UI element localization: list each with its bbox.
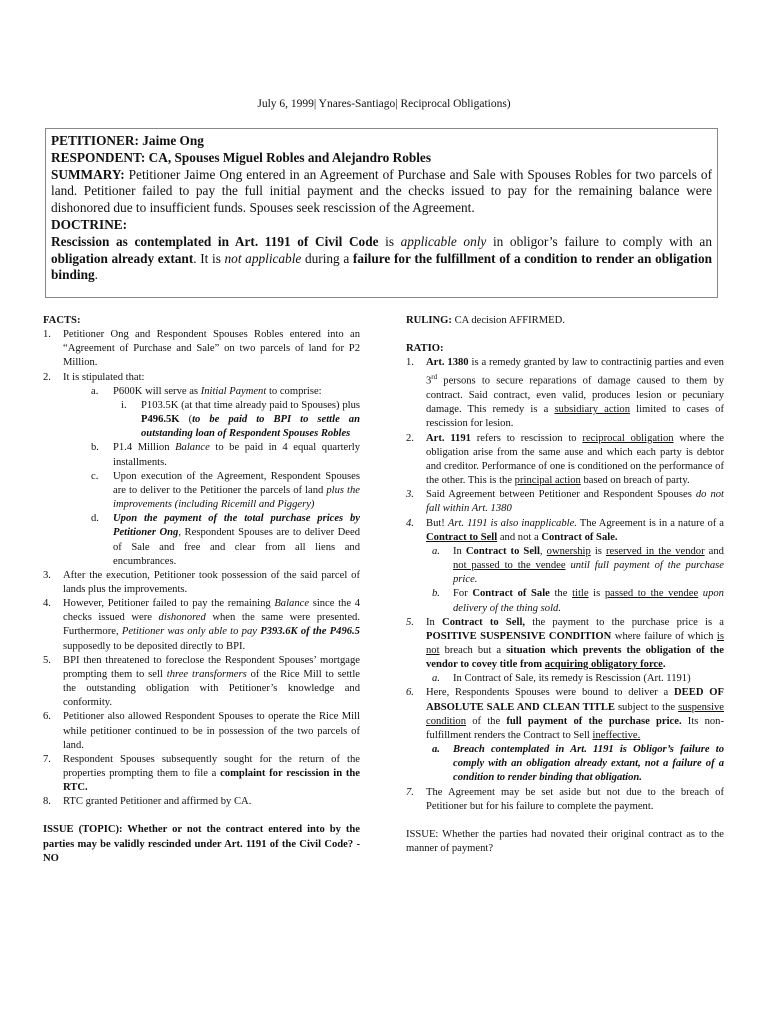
fact-item — [43, 654, 360, 711]
fact-text: However, Petitioner failed to pay the remaining — [63, 598, 275, 610]
facts-heading: FACTS: — [43, 315, 81, 326]
fact-text: Initial Payment — [200, 385, 267, 397]
ratio-item — [406, 616, 724, 673]
ratio-subnumber: a. — [432, 744, 440, 756]
issue-topic: ISSUE (TOPIC): Whether or not the contract entered into by the parties may be validly rescinded under Art. 1191 of the Civil Code? - NO — [43, 824, 360, 864]
fact-text: After the execution, Petitioner took possession of the said parcel of lands plus the improvements. — [63, 569, 360, 595]
ratio-text: passed to the vendee — [604, 588, 699, 600]
ratio-text: For — [453, 588, 473, 600]
case-header: July 6, 1999| Ynares-Santiago| Reciprocal Obligations) — [257, 98, 511, 110]
ratio-text: Contract to Sell — [465, 545, 540, 557]
fact-text: of the Rice Mill to settle the outstanding obligation with Petitioner’s knowledge and conformity. — [63, 668, 361, 709]
fact-subnumber: d. — [91, 513, 99, 525]
ratio-item — [406, 356, 724, 431]
fact-subnumber: c. — [91, 470, 99, 482]
ratio-text: Breach contemplated in Art. 1191 is Obligor’s failure to comply with an obligation already extant, not a failure of a condition to render binding that obligation. — [453, 744, 724, 784]
ratio-text: and not a — [497, 531, 542, 543]
ratio-text: Contract to Sell — [426, 531, 498, 543]
fact-item — [43, 753, 360, 795]
ratio-text: is a remedy granted by law to contractinig parties and even 3 — [426, 357, 724, 387]
ratio-text: where failure of which — [611, 630, 717, 642]
ratio-item — [406, 488, 724, 516]
summary-label: SUMMARY: — [51, 166, 125, 182]
ratio-text: In Contract of Sale, its remedy is Rescission (Art. 1191) — [453, 673, 691, 685]
fact-text: complaint for rescission in the RTC. — [63, 768, 360, 794]
fact-text: P496.5K — [141, 414, 180, 426]
fact-subsubitem — [43, 399, 360, 441]
summary-line — [51, 167, 712, 217]
ruling-label: RULING: — [406, 315, 452, 326]
doctrine-part: obligation already extant — [51, 250, 194, 266]
fact-text: Balance — [274, 598, 310, 610]
ratio-subitem — [406, 672, 724, 686]
ratio-subnumber: b. — [432, 588, 440, 600]
fact-item — [43, 569, 360, 597]
ratio-item — [406, 786, 724, 814]
ratio-text: Art. 1191 — [426, 432, 471, 444]
respondent-name: CA, Spouses Miguel Robles and Alejandro Robles — [148, 149, 432, 165]
fact-item — [43, 328, 360, 370]
fact-text: Petitioner also allowed Respondent Spouses to operate the Rice Mill while petitioner continued to be in possession of the two parcels of land. — [63, 711, 360, 751]
ratio-subitem — [406, 743, 724, 785]
fact-number: 1. — [43, 329, 51, 341]
ratio-text: full payment of the purchase price. — [506, 715, 682, 727]
ratio-text: not passed to the vendee — [453, 560, 566, 572]
ruling-line — [406, 314, 724, 328]
fact-text: ( — [179, 414, 193, 426]
ratio-text: until full payment of the purchase price. — [453, 560, 724, 586]
ratio-text: acquiring obligatory force — [544, 659, 663, 671]
ratio-text: Contract of Sale. — [541, 531, 618, 543]
ratio-text: based on breach of party. — [580, 475, 690, 487]
fact-text: BPI then threatened to foreclose the Respondent Spouses’ mortgage prompting them to sell — [63, 654, 360, 680]
fact-text: three transformers — [166, 668, 247, 680]
ratio-text: situation which prevents the obligation of the vendor to covey title from — [426, 644, 724, 671]
petitioner-line — [51, 133, 712, 150]
fact-number: 3. — [43, 569, 51, 581]
ratio-number: 7. — [406, 786, 414, 798]
ratio-text: upon delivery of the thing sold. — [453, 588, 724, 614]
ratio-text: In — [426, 616, 443, 628]
doctrine-part: during a — [301, 250, 353, 266]
ratio-text: , — [539, 545, 547, 557]
ratio-item — [406, 432, 724, 489]
ratio-text: reciprocal obligation — [582, 432, 674, 444]
fact-text: to comprise: — [266, 385, 322, 397]
ratio-text: is — [590, 545, 606, 557]
ratio-text: reserved in the vendor — [605, 545, 705, 557]
doctrine-part: . It is — [193, 250, 225, 266]
fact-text: Balance — [175, 442, 210, 454]
petitioner-label: PETITIONER: — [51, 133, 139, 148]
ratio-item — [406, 686, 724, 743]
fact-text: supposedly to be deposited directly to BPI. — [63, 640, 246, 652]
ratio-number: 4. — [406, 517, 414, 529]
fact-subnumber: a. — [91, 385, 99, 397]
fact-text: to be paid to BPI to settle an outstanding loan of Respondent Spouses Robles — [141, 414, 360, 440]
ratio-text: Art. 1191 is also inapplicable. — [447, 517, 577, 529]
fact-subitem — [43, 512, 360, 569]
spacer — [406, 328, 724, 342]
fact-number: 8. — [43, 796, 51, 808]
ratio-text: The Agreement is in a nature of a — [576, 517, 725, 529]
doctrine-label: DOCTRINE: — [51, 216, 128, 232]
fact-text: to be paid in 4 equal quarterly installments. — [113, 442, 361, 468]
fact-text: It is stipulated that: — [63, 371, 145, 383]
ratio-text: . — [662, 659, 666, 671]
ratio-heading: RATIO: — [406, 343, 444, 355]
summary-text: Petitioner Jaime Ong entered in an Agreement of Purchase and Sale with Spouses Robles for two parcels of land. Petitioner failed to pay the full initial payment and the checks issued to pay for the remaining balance were dishonored due to insufficient funds. Spouses seek rescission of the Agreement. — [51, 166, 712, 216]
spacer — [406, 814, 724, 828]
ratio-subitem — [406, 587, 724, 615]
doctrine-part: applicable only — [400, 233, 487, 249]
ratio-text: Said Agreement between Petitioner and Respondent Spouses — [426, 489, 696, 501]
ratio-subitem — [406, 545, 724, 587]
ratio-text: suspensive condition — [426, 701, 724, 727]
ratio-number: 2. — [406, 432, 414, 444]
fact-subitem — [43, 441, 360, 469]
ratio-text: subsidiary action — [554, 404, 631, 416]
doctrine-part: . — [94, 267, 98, 283]
fact-text: Upon execution of the Agreement, Respondent Spouses are to deliver to the Petitioner the parcels of land — [113, 470, 360, 496]
fact-text: Petitioner was only able to pay — [121, 626, 261, 638]
fact-text: plus the improvements (including Ricemill and Piggery) — [113, 484, 360, 511]
issue-novation: ISSUE: Whether the parties had novated their original contract as to the manner of payment? — [406, 828, 724, 854]
fact-item — [43, 795, 360, 809]
fact-subnumber: b. — [91, 442, 99, 454]
ruling-text: CA decision AFFIRMED. — [451, 315, 565, 326]
fact-text: Respondent Spouses subsequently sought for the return of the properties prompting them to file a — [63, 753, 360, 779]
ratio-subnumber: a. — [432, 545, 440, 557]
ratio-text: is not — [426, 630, 724, 656]
ratio-number: 1. — [406, 357, 414, 369]
doctrine-part: failure for the fulfillment of a condition to render an obligation binding — [51, 250, 712, 283]
ratio-text: is — [588, 588, 605, 600]
doctrine-part: in obligor’s failure to comply with an — [486, 233, 712, 249]
ratio-text: the payment to the purchase price is a — [525, 616, 724, 628]
ratio-item — [406, 517, 724, 545]
ratio-number: 5. — [406, 616, 414, 628]
fact-text: when the same were presented. Furthermore, — [63, 612, 361, 638]
ratio-number: 6. — [406, 687, 414, 699]
ratio-text: Here, Respondents Spouses were bound to deliver a — [426, 687, 675, 699]
ratio-subnumber: a. — [432, 673, 440, 685]
ratio-text: title — [572, 588, 589, 600]
fact-subitem — [43, 470, 360, 512]
fact-subnumber: i. — [121, 399, 127, 411]
ratio-number: 3. — [406, 489, 414, 501]
petitioner-name: Jaime Ong — [142, 133, 204, 148]
fact-number: 7. — [43, 753, 51, 765]
ratio-text: of the — [466, 715, 507, 727]
fact-text: , Respondent Spouses are to deliver Deed of Sale and free and clear from all liens and encumbrances. — [113, 527, 360, 567]
fact-item — [43, 371, 360, 385]
ratio-text: breach but a — [439, 644, 507, 656]
ratio-text: POSITIVE SUSPENSIVE CONDITION — [426, 630, 612, 642]
fact-number: 6. — [43, 711, 51, 723]
fact-number: 5. — [43, 654, 51, 666]
ratio-text: But! — [426, 517, 448, 529]
fact-text: dishonored — [158, 612, 206, 624]
fact-item — [43, 710, 360, 752]
ratio-text: ownership — [546, 545, 591, 557]
fact-text: Upon the payment of the total purchase prices by Petitioner Ong — [113, 513, 360, 539]
ratio-text: Contract of Sale — [472, 588, 550, 600]
ruling-column — [406, 314, 724, 856]
fact-text: since the 4 checks issued were — [63, 598, 360, 624]
ratio-text: and — [704, 545, 724, 557]
facts-column — [43, 314, 360, 866]
fact-text: P600K will serve as — [113, 385, 201, 397]
ratio-text: rd — [431, 373, 438, 382]
ratio-text: principal action — [514, 475, 581, 487]
fact-number: 4. — [43, 598, 51, 610]
ratio-text: do not fall within Art. 1380 — [426, 489, 724, 515]
doctrine-part: is — [378, 233, 401, 249]
fact-text: P393.6K of the P496.5 — [260, 626, 360, 638]
fact-number: 2. — [43, 371, 51, 383]
ratio-text: subject to the — [614, 701, 679, 713]
fact-text: Petitioner Ong and Respondent Spouses Robles entered into an “Agreement of Purchase and Sale” on two parcels of land for P2 Million. — [63, 329, 360, 369]
ratio-text: The Agreement may be set aside but not due to the breach of Petitioner but for his failure to complete the payment. — [426, 786, 724, 812]
ratio-text: persons to secure reparations of damage caused to them by contract. Said contract, even valid, produces lesion or pecuniary damage. This remedy is a — [426, 376, 724, 416]
ratio-text: Contract to Sell, — [442, 616, 526, 628]
fact-text: RTC granted Petitioner and affirmed by CA. — [63, 796, 252, 808]
fact-text: P1.4 Million — [113, 442, 176, 454]
ratio-text: refers to rescission to — [470, 432, 583, 444]
ratio-text: where the obligation arise from the same ause and which each party is debtor and creditor. Performance of one is conditioned on the performance of the other. This is the — [426, 432, 725, 487]
respondent-label: RESPONDENT: — [51, 149, 146, 165]
ratio-text: In — [453, 545, 466, 557]
ratio-text: DEED OF ABSOLUTE SALE AND CLEAN TITLE — [426, 687, 724, 713]
doctrine-part: Rescission as contemplated in Art. 1191 of Civil Code — [51, 233, 379, 249]
ratio-text: ineffective. — [592, 729, 641, 741]
doctrine-text — [51, 234, 712, 284]
fact-item — [43, 597, 360, 654]
ratio-text: Art. 1380 — [426, 357, 469, 369]
fact-text: P103.5K (at that time already paid to Spouses) plus — [141, 399, 360, 411]
fact-subitem — [43, 385, 360, 399]
doctrine-part: not applicable — [224, 250, 302, 266]
ratio-text: limited to cases of rescission for lesion. — [426, 404, 724, 430]
respondent-line — [51, 150, 712, 167]
ratio-text: the — [549, 588, 573, 600]
ratio-text: Its non-fulfillment renders the Contract to Sell — [426, 715, 724, 741]
case-summary-box — [45, 128, 718, 298]
spacer — [43, 809, 360, 823]
